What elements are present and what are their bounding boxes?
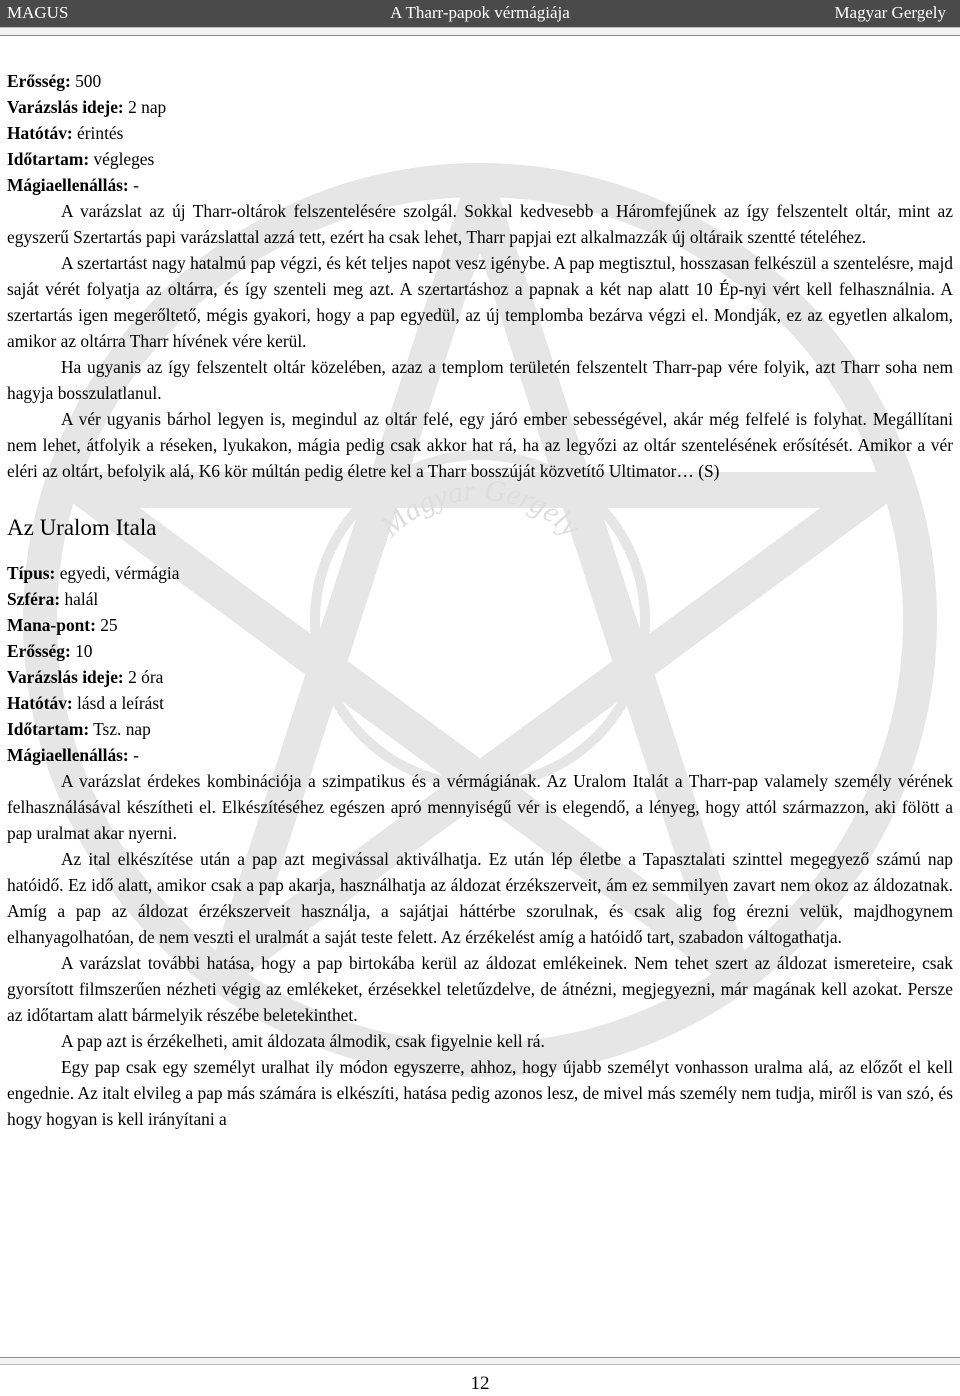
spell2-paragraph: A varázslat érdekes kombinációja a szimpatikus és a vérmágiának. Az Uralom Italát a Tharr-pap valamely személy vérének felhasználásával készítheti el. Elkészítéséhez egészen apró mennyiségű vér is elegendő, a lényeg, hogy attól származzon, aki fölött a pap uralmat akar nyerni. [7,771,953,843]
spell1-paragraph: A varázslat az új Tharr-oltárok felszentelésére szolgál. Sokkal kedvesebb a Háromfejűnek az így felszentelt oltár, mint az egyszerű Szertartás papi varázslattal azzá tett, ezért ha csak lehet, Tharr papjai ezt alkalmazzák új oltáraik szentté tételéhez. [7,201,953,247]
stat-mana-pont: Mana-pont: 25 [7,615,118,635]
stat-erosseg: Erősség: 10 [7,641,93,661]
header-title: A Tharr-papok vérmágiája [390,3,570,22]
spell2-paragraph: A pap azt is érzékelheti, amit áldozata álmodik, csak figyelnie kell rá. [61,1031,545,1051]
stat-hatotav: Hatótáv: lásd a leírást [7,693,164,713]
spell1-paragraph: Ha ugyanis az így felszentelt oltár közelében, azaz a templom területén felszentelt Tharr-pap vére folyik, azt Tharr soha nem hagyja bosszulatlanul. [7,357,953,403]
spell2-paragraph: Az ital elkészítése után a pap azt megivással aktiválhatja. Ez után lép életbe a Tapasztalati szinttel megegyező számú nap hatóidő. Ez idő alatt, amikor csak a pap akarja, használhatja az áldozat érzékszerveit, ám ez semmilyen zavart nem okoz az áldozatnak. Amíg a pap az áldozat érzékszerveit használja, a sajátjai háttérbe szorulnak, és csak alig fog érezni velük, majdhogynem elhanyagolhatóan, de nem veszti el uralmát a saját teste felett. Az érzékelést amíg a hatóidő tart, szabadon váltogathatja. [7,849,953,947]
page-number: 12 [470,1373,490,1394]
header-rule [0,27,960,36]
stat-magiaellenallas: Mágiaellenállás: - [7,175,139,195]
spell2-paragraph: Egy pap csak egy személyt uralhat ily módon egyszerre, ahhoz, hogy újabb személyt vonhasson uralma alá, az előzőt el kell engednie. Az italt elvileg a pap más számára is elkészíti, hatása pedig azonos lesz, de mivel más személy nem tudja, miről is van szó, és hogy hogyan is kell irányítani a [7,1057,953,1129]
footer-rule [0,1357,960,1365]
stat-magiaellenallas: Mágiaellenállás: - [7,745,139,765]
stat-idotartam: Időtartam: Tsz. nap [7,719,151,739]
spell1-paragraph: A szertartást nagy hatalmú pap végzi, és két teljes napot vesz igénybe. A pap megtisztul, hosszasan felkészül a szentelésre, majd saját vérét folyatja az oltárra, és így szenteli meg azt. A szertartáshoz a papnak a két nap alatt 10 Ép-nyi vért kell felhasználnia. A szertartás igen megerőltető, mégis gyakori, hogy a pap egyedül, az új templomba bezárva végzi el. Mondják, ez az egyetlen alkalom, amikor az oltárra Tharr hívének vére kerül. [7,253,953,351]
watermark-text: Magyar Gergely [374,473,587,544]
spell1-paragraph: A vér ugyanis bárhol legyen is, megindul az oltár felé, egy járó ember sebességével, akár még felfelé is folyhat. Megállítani nem lehet, átfolyik a réseken, lyukakon, mágia pedig csak akkor hat rá, ha az legyőzi az oltár szentelésének erősítését. Amikor a vér eléri az oltárt, befolyik alá, K6 kör múltán pedig életre kel a Tharr bosszúját közvetítő Ultimator… (S) [7,409,953,481]
stat-erosseg: Erősség: 500 [7,71,102,91]
stat-varazslas-ideje: Varázslás ideje: 2 óra [7,667,164,687]
spell2-paragraph: A varázslat további hatása, hogy a pap birtokába kerül az áldozat emlékeinek. Nem tehet szert az áldozat ismereteire, csak gyorsított filmszerűen nézheti végig az emlékeket, érzésekkel teletűzdelve, de átnézni, megjegyezni, már magának kell azokat. Persze az időtartam alatt bármelyik részébe beletekinthet. [7,953,953,1025]
section-title: Az Uralom Itala [7,515,157,540]
stat-idotartam: Időtartam: végleges [7,149,155,169]
stat-szfera: Szféra: halál [7,589,99,609]
header-left: MAGUS [7,3,69,22]
stat-tipus: Típus: egyedi, vérmágia [7,563,180,583]
stat-hatotav: Hatótáv: érintés [7,123,124,143]
page-content [7,68,953,1132]
header-author: Magyar Gergely [834,3,946,22]
stat-varazslas-ideje: Varázslás ideje: 2 nap [7,97,167,117]
spell2-stats [7,560,953,768]
page-header [0,0,960,36]
spell1-stats [7,68,953,198]
